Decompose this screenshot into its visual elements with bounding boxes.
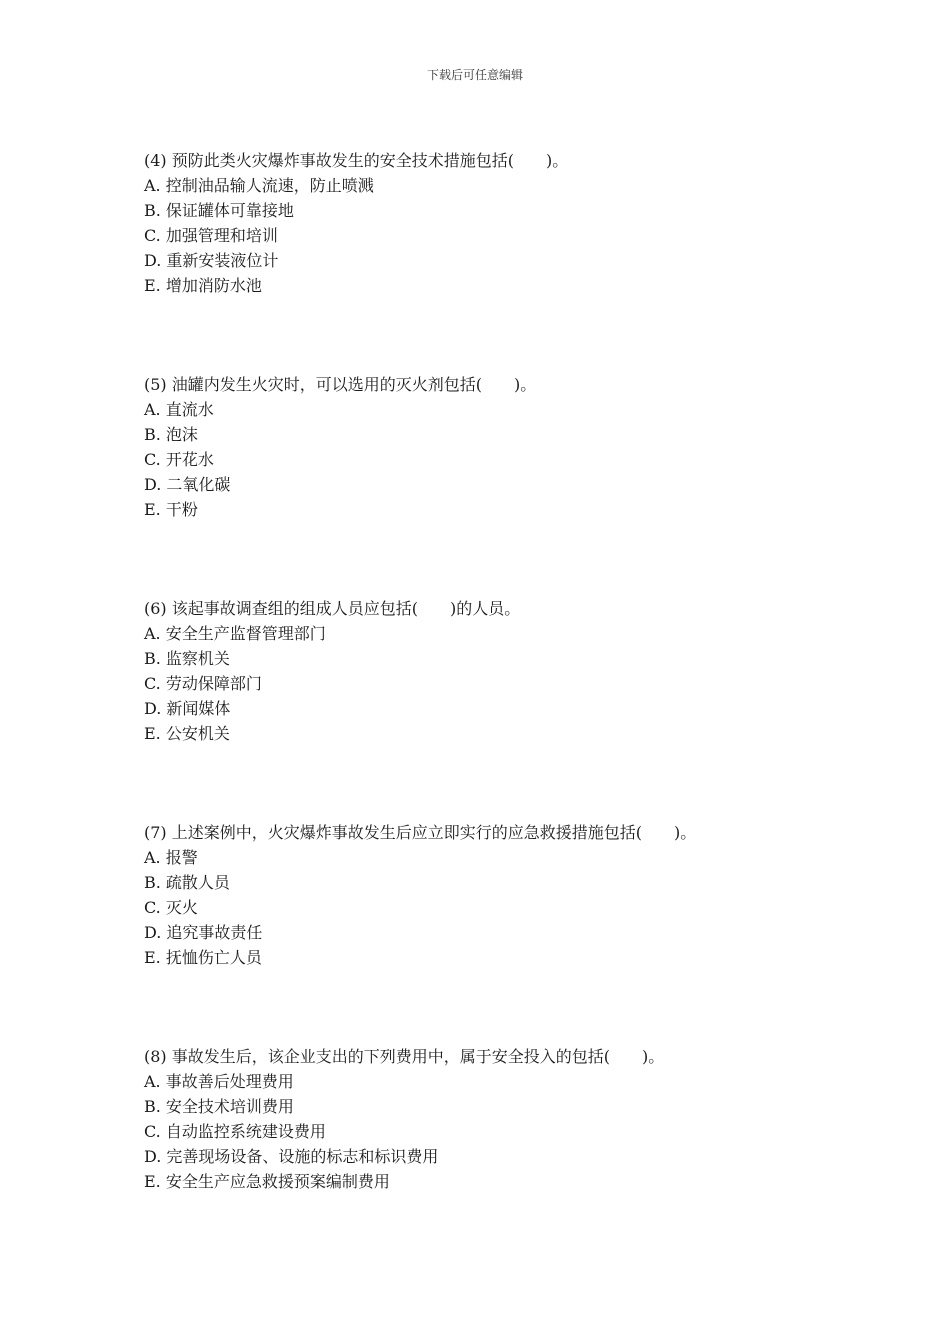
question-prompt: (4) 预防此类火灾爆炸事故发生的安全技术措施包括( )。 <box>144 151 569 170</box>
question-prompt: (6) 该起事故调查组的组成人员应包括( )的人员。 <box>144 599 521 618</box>
option-e: E. 公安机关 <box>144 724 230 743</box>
option-a: A. 安全生产监督管理部门 <box>144 624 326 643</box>
question-prompt: (5) 油罐内发生火灾时，可以选用的灭火剂包括( )。 <box>144 375 537 394</box>
option-a: A. 直流水 <box>144 400 214 419</box>
question-prompt: (7) 上述案例中，火灾爆炸事故发生后应立即实行的应急救援措施包括( )。 <box>144 823 697 842</box>
option-c: C. 劳动保障部门 <box>144 674 262 693</box>
option-e: E. 安全生产应急救援预案编制费用 <box>144 1172 390 1191</box>
option-d: D. 完善现场设备、设施的标志和标识费用 <box>144 1147 439 1166</box>
question-8 <box>144 1044 864 1194</box>
option-b: B. 保证罐体可靠接地 <box>144 201 294 220</box>
option-d: D. 重新安装液位计 <box>144 251 279 270</box>
question-6 <box>144 596 864 746</box>
option-c: C. 自动监控系统建设费用 <box>144 1122 326 1141</box>
option-e: E. 增加消防水池 <box>144 276 262 295</box>
option-a: A. 报警 <box>144 848 198 867</box>
option-d: D. 二氧化碳 <box>144 475 231 494</box>
page-header: 下载后可任意编辑 <box>426 68 523 82</box>
question-7 <box>144 820 864 970</box>
option-e: E. 干粉 <box>144 500 198 519</box>
option-e: E. 抚恤伤亡人员 <box>144 948 262 967</box>
option-d: D. 新闻媒体 <box>144 699 231 718</box>
option-a: A. 控制油品输人流速，防止喷溅 <box>144 176 374 195</box>
option-b: B. 泡沫 <box>144 425 198 444</box>
option-b: B. 安全技术培训费用 <box>144 1097 294 1116</box>
option-d: D. 追究事故责任 <box>144 923 263 942</box>
question-4 <box>144 148 864 298</box>
question-prompt: (8) 事故发生后，该企业支出的下列费用中，属于安全投入的包括( )。 <box>144 1047 665 1066</box>
option-b: B. 监察机关 <box>144 649 230 668</box>
option-a: A. 事故善后处理费用 <box>144 1072 294 1091</box>
option-c: C. 灭火 <box>144 898 198 917</box>
option-c: C. 开花水 <box>144 450 214 469</box>
option-b: B. 疏散人员 <box>144 873 230 892</box>
option-c: C. 加强管理和培训 <box>144 226 278 245</box>
question-5 <box>144 372 864 522</box>
